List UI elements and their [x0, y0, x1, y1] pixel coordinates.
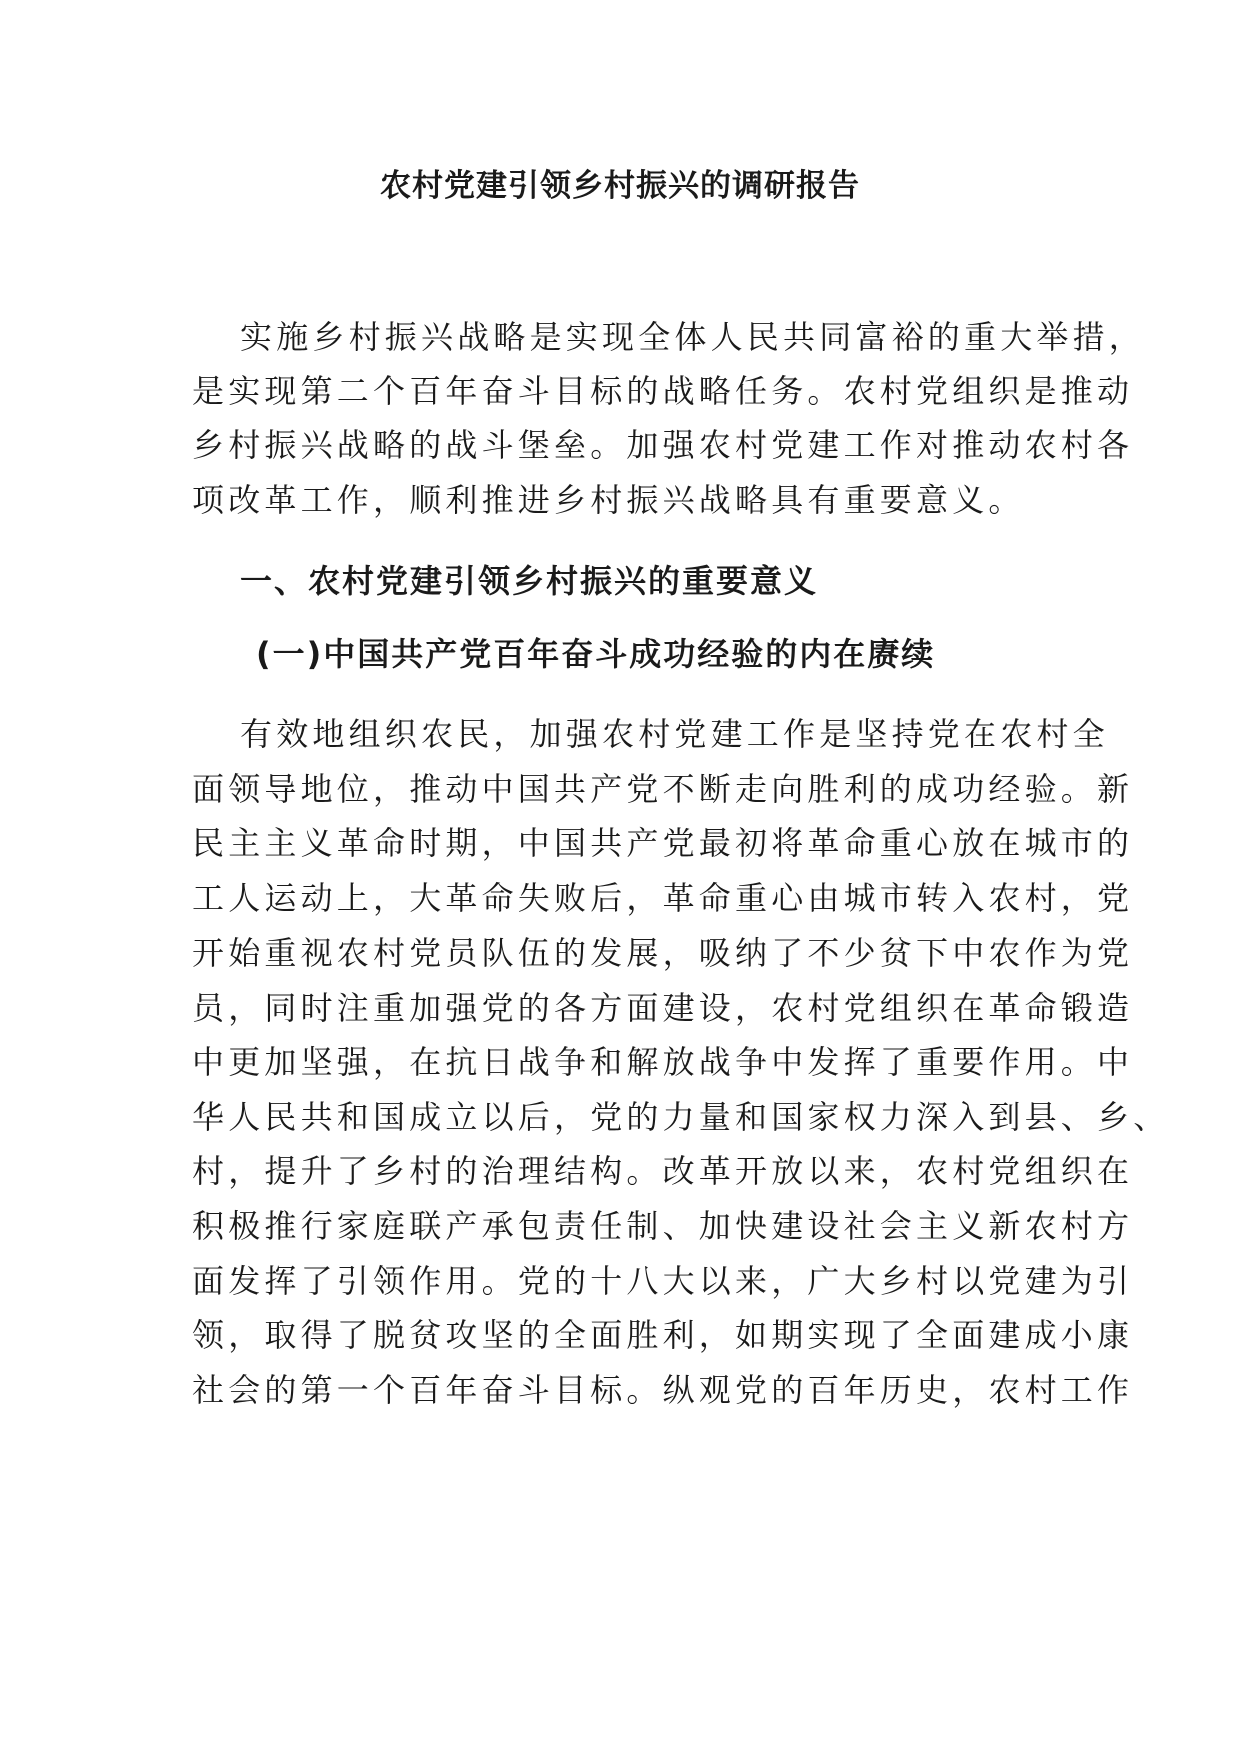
- body-line: 面发挥了引领作用。党的十八大以来，广大乡村以党建为引: [192, 1262, 1134, 1300]
- body-line: 社会的第一个百年奋斗目标。纵观党的百年历史，农村工作: [192, 1371, 1134, 1409]
- body-line: 有效地组织农民，加强农村党建工作是坚持党在农村全: [240, 715, 1109, 753]
- body-line: 民主主义革命时期，中国共产党最初将革命重心放在城市的: [192, 824, 1134, 862]
- intro-line: 项改革工作，顺利推进乡村振兴战略具有重要意义。: [192, 481, 1025, 519]
- body-line: 工人运动上，大革命失败后，革命重心由城市转入农村，党: [192, 879, 1134, 917]
- body-line: 开始重视农村党员队伍的发展，吸纳了不少贫下中农作为党: [192, 934, 1134, 972]
- intro-line: 是实现第二个百年奋斗目标的战略任务。农村党组织是推动: [192, 372, 1134, 410]
- document-title: 农村党建引领乡村振兴的调研报告: [380, 168, 860, 204]
- body-line: 华人民共和国成立以后，党的力量和国家权力深入到县、乡、: [192, 1098, 1170, 1136]
- body-line: 领，取得了脱贫攻坚的全面胜利，如期实现了全面建成小康: [192, 1316, 1134, 1354]
- body-line: 村，提升了乡村的治理结构。改革开放以来，农村党组织在: [192, 1152, 1134, 1190]
- body-line: 中更加坚强，在抗日战争和解放战争中发挥了重要作用。中: [192, 1043, 1134, 1081]
- section-heading: 一、农村党建引领乡村振兴的重要意义: [240, 562, 819, 600]
- body-line: 积极推行家庭联产承包责任制、加快建设社会主义新农村方: [192, 1207, 1134, 1245]
- body-line: 面领导地位，推动中国共产党不断走向胜利的成功经验。新: [192, 770, 1134, 808]
- intro-line: 实施乡村振兴战略是实现全体人民共同富裕的重大举措，: [240, 318, 1146, 356]
- intro-line: 乡村振兴战略的战斗堡垒。加强农村党建工作对推动农村各: [192, 426, 1134, 464]
- subsection-heading: (一)中国共产党百年奋斗成功经验的内在赓续: [256, 635, 936, 673]
- body-line: 员，同时注重加强党的各方面建设，农村党组织在革命锻造: [192, 989, 1134, 1027]
